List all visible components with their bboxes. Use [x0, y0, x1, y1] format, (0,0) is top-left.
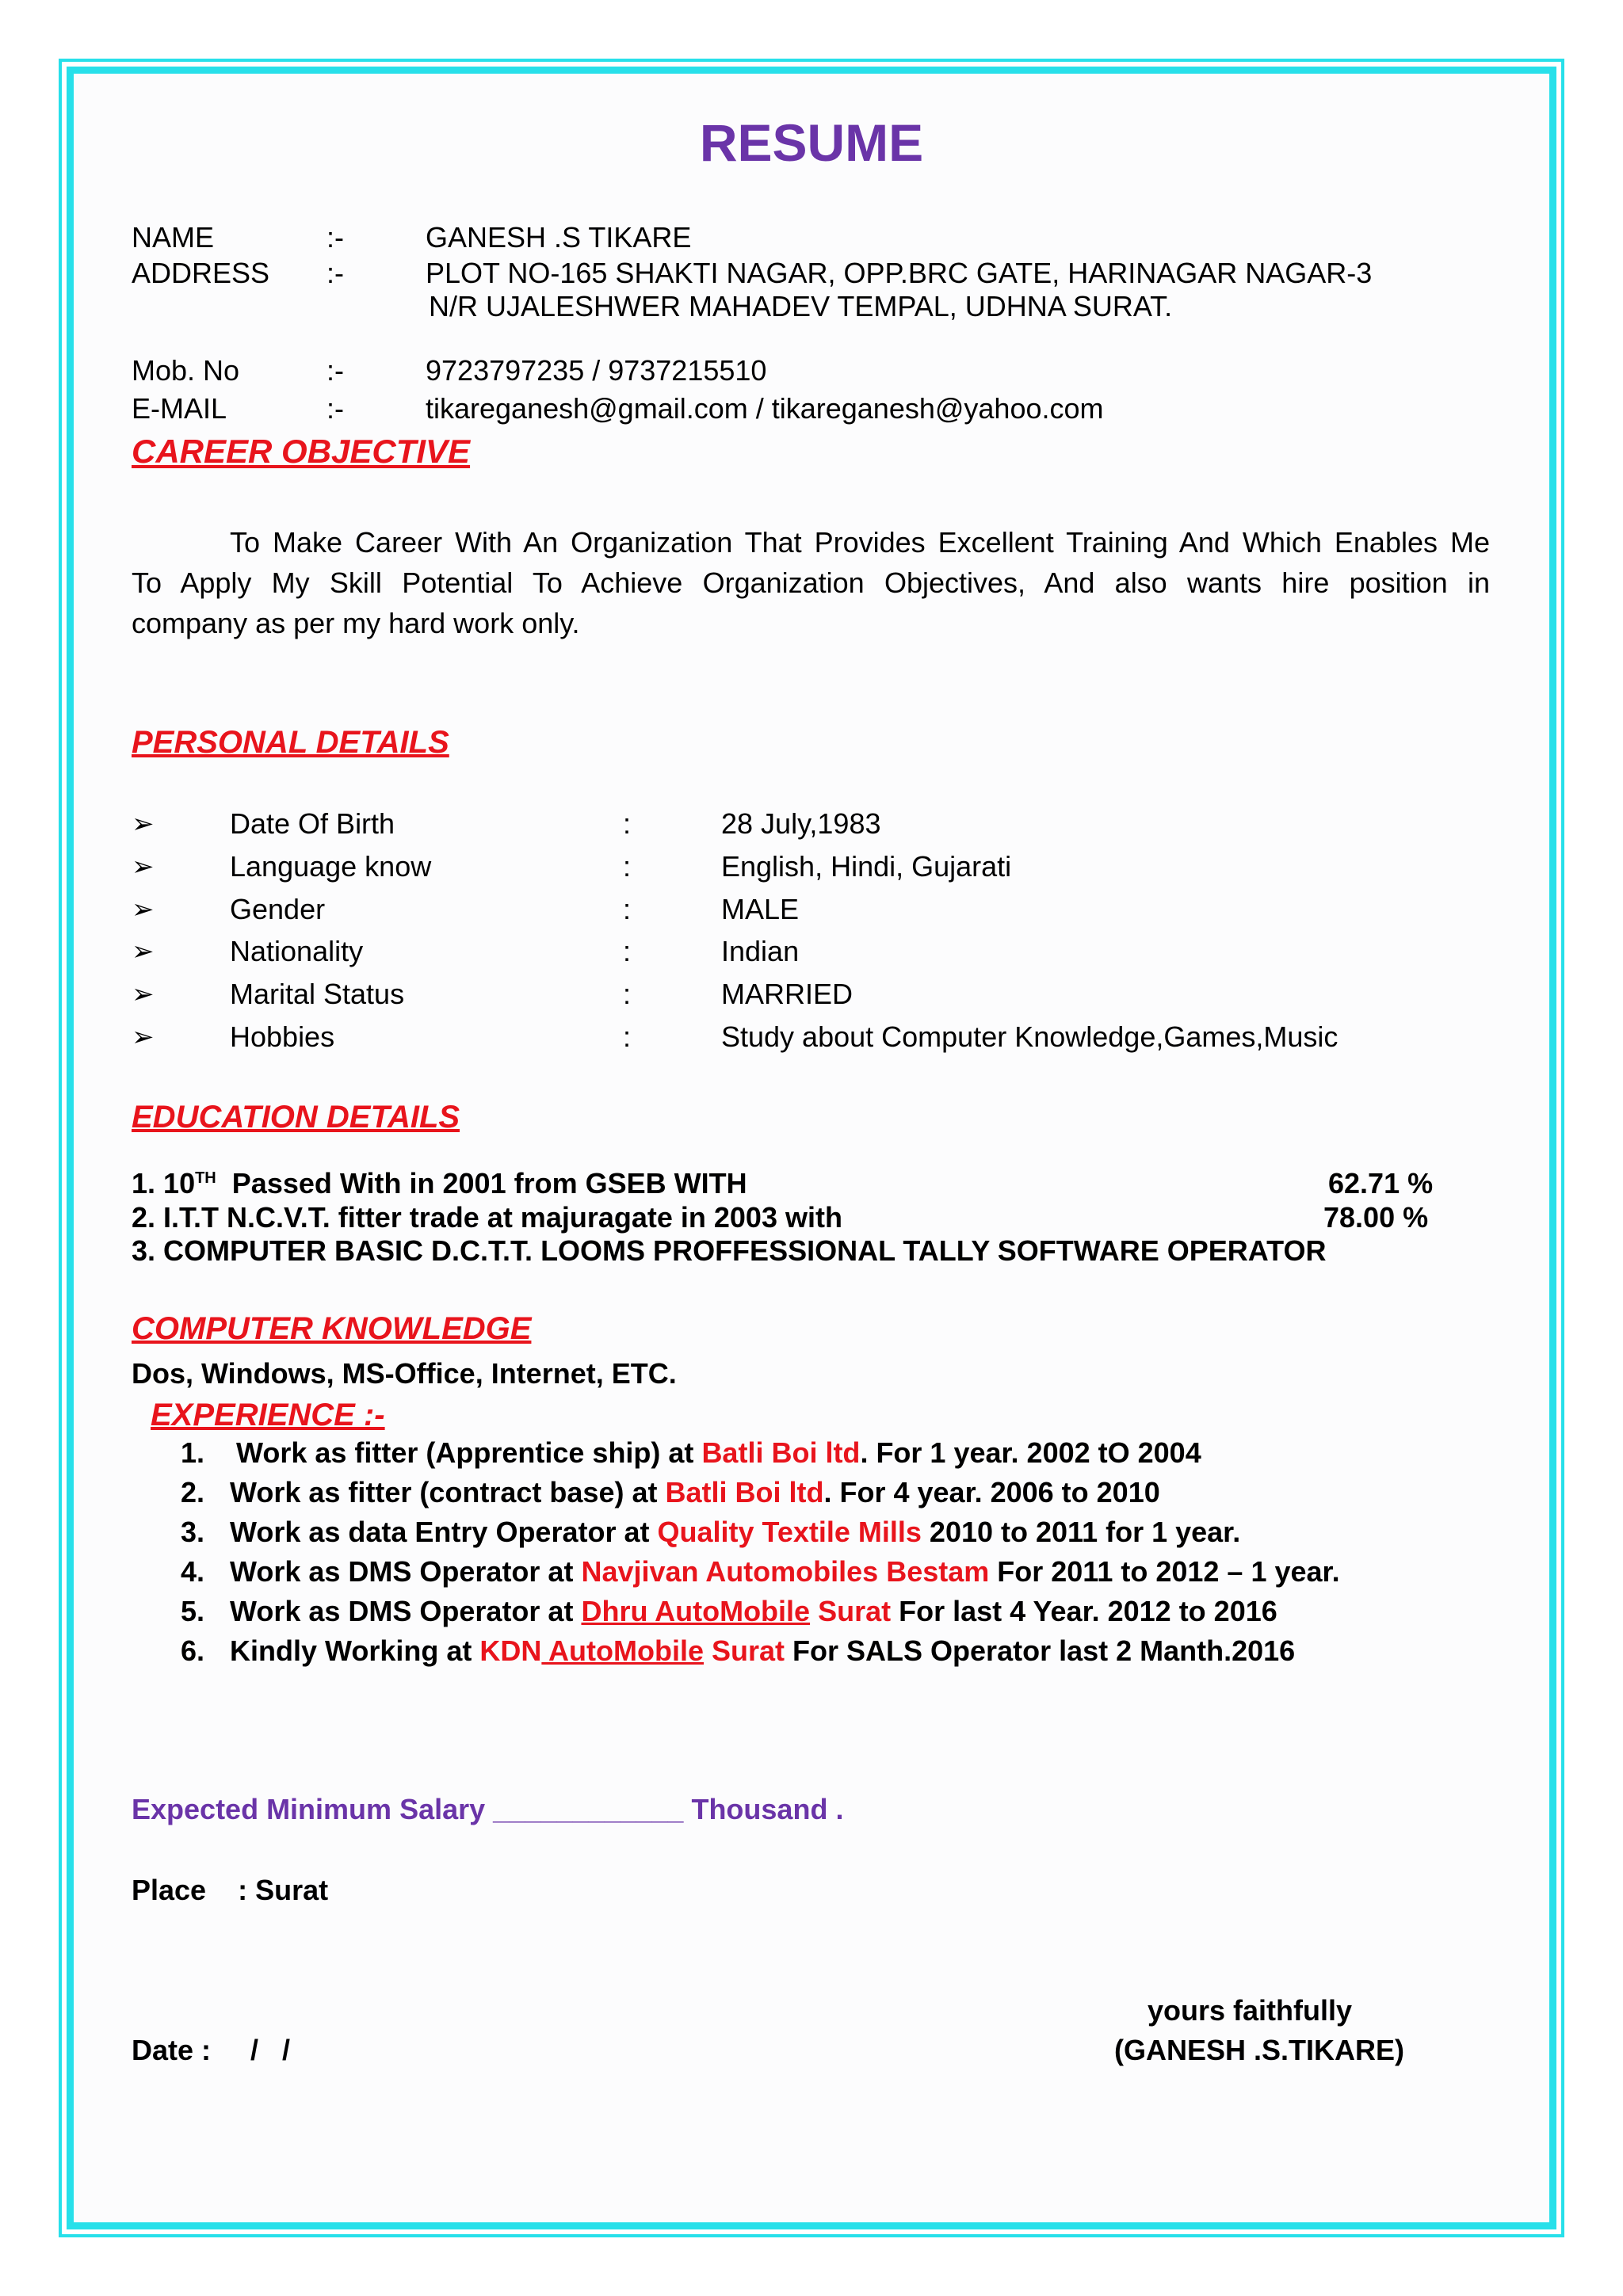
experience-item-4-period: For 2011 to 2012 – 1 year. [989, 1555, 1340, 1588]
experience-item-5-number: 5. [181, 1595, 205, 1627]
education-item-2-text: I.T.T N.C.V.T. fitter trade at majuragate in 2003 with [163, 1201, 842, 1234]
experience-item-6-company: KDN [479, 1634, 542, 1667]
expected-salary-line [132, 1792, 843, 1827]
marital-status-value: MARRIED [721, 978, 854, 1010]
career-objective-heading: CAREER OBJECTIVE [132, 433, 471, 470]
gender-value: MALE [721, 893, 800, 925]
email-value: tikareganesh@gmail.com / tikareganesh@yahoo.com [426, 392, 1104, 425]
name-value: GANESH .S TIKARE [426, 221, 692, 254]
hobbies-label: Hobbies [230, 1020, 335, 1053]
experience-item-3-text: Work as data Entry Operator at [230, 1516, 658, 1548]
experience-item-5-period: For last 4 Year. 2012 to 2016 [891, 1595, 1277, 1627]
mobile-separator: :- [327, 354, 344, 387]
bullet-arrow-icon: ➢ [132, 979, 155, 1009]
education-item-1-text: Passed With in 2001 from GSEB WITH [231, 1167, 747, 1199]
education-details-heading: EDUCATION DETAILS [132, 1100, 460, 1135]
experience-item-4-company: Navjivan Automobiles Bestam [581, 1555, 990, 1588]
education-item-1 [132, 1166, 747, 1201]
name-label: NAME [132, 221, 215, 254]
address-line-2: N/R UJALESHWER MAHADEV TEMPAL, UDHNA SURAT. [429, 290, 1173, 322]
marital-status-label: Marital Status [230, 978, 405, 1010]
career-objective-paragraph [132, 522, 1490, 643]
mobile-label: Mob. No [132, 354, 240, 387]
expected-salary-label: Expected Minimum Salary [132, 1793, 486, 1825]
experience-item-4-number: 4. [181, 1555, 205, 1588]
mobile-value: 9723797235 / 9737215510 [426, 354, 767, 387]
address-separator: :- [327, 257, 344, 289]
nationality-colon: : [623, 935, 632, 967]
email-separator: :- [327, 392, 344, 425]
experience-item-1-number: 1. [181, 1436, 205, 1469]
hobbies-colon: : [623, 1020, 632, 1053]
personal-details-heading: PERSONAL DETAILS [132, 725, 449, 760]
language-colon: : [623, 850, 632, 883]
email-label: E-MAIL [132, 392, 227, 425]
expected-salary-blank: ____________ [493, 1793, 684, 1825]
experience-item-5 [230, 1594, 1277, 1629]
experience-item-6 [230, 1634, 1295, 1669]
experience-item-6-text: Kindly Working at [230, 1634, 480, 1667]
experience-item-6-company-suffix: AutoMobile [541, 1634, 704, 1667]
education-item-2 [132, 1200, 842, 1235]
address-line-1: PLOT NO-165 SHAKTI NAGAR, OPP.BRC GATE, HARINAGAR NAGAR-3 [426, 257, 1373, 289]
nationality-label: Nationality [230, 935, 364, 967]
experience-item-3 [230, 1515, 1240, 1550]
experience-item-1-text: Work as fitter (Apprentice ship) at [236, 1436, 702, 1469]
computer-knowledge-heading: COMPUTER KNOWLEDGE [132, 1311, 532, 1346]
experience-item-2 [230, 1475, 1160, 1510]
education-item-1-number: 1. [132, 1167, 156, 1199]
experience-item-3-period: 2010 to 2011 for 1 year. [921, 1516, 1241, 1548]
resume-title: RESUME [699, 113, 924, 172]
experience-item-1-company: Batli Boi ltd [701, 1436, 861, 1469]
experience-item-1-period: . For 1 year. 2002 tO 2004 [860, 1436, 1201, 1469]
hobbies-value: Study about Computer Knowledge,Games,Music [721, 1020, 1338, 1053]
closing-text: yours faithfully [1148, 1994, 1353, 2027]
experience-item-6-period: For SALS Operator last 2 Manth.2016 [785, 1634, 1296, 1667]
career-line-2: To Apply My Skill Potential To Achieve Organization Objectives, And also wants hire position in [132, 566, 1490, 599]
dob-value: 28 July,1983 [721, 807, 881, 840]
experience-item-1 [236, 1436, 1201, 1470]
experience-item-5-company: Dhru AutoMobile [581, 1595, 811, 1627]
dob-colon: : [623, 807, 632, 840]
education-item-2-percentage: 78.00 % [1323, 1201, 1429, 1234]
gender-label: Gender [230, 893, 326, 925]
experience-item-4-text: Work as DMS Operator at [230, 1555, 582, 1588]
education-item-2-number: 2. [132, 1201, 156, 1234]
bullet-arrow-icon: ➢ [132, 894, 155, 925]
education-item-3-number: 3. [132, 1234, 156, 1267]
experience-item-6-city: Surat [704, 1634, 785, 1667]
language-value: English, Hindi, Gujarati [721, 850, 1012, 883]
language-label: Language know [230, 850, 432, 883]
marital-status-colon: : [623, 978, 632, 1010]
education-item-1-percentage: 62.71 % [1328, 1167, 1434, 1199]
education-item-3-text: COMPUTER BASIC D.C.T.T. LOOMS PROFFESSIONAL TALLY SOFTWARE OPERATOR [163, 1234, 1327, 1267]
bullet-arrow-icon: ➢ [132, 1022, 155, 1052]
address-label: ADDRESS [132, 257, 270, 289]
experience-item-2-period: . For 4 year. 2006 to 2010 [823, 1476, 1160, 1508]
date-line: Date : / / [132, 2034, 291, 2066]
experience-item-5-text: Work as DMS Operator at [230, 1595, 582, 1627]
career-line-1: To Make Career With An Organization That Provides Excellent Training And Which Enables Me [230, 526, 1490, 559]
experience-item-2-text: Work as fitter (contract base) at [230, 1476, 666, 1508]
expected-salary-unit: Thousand . [691, 1793, 844, 1825]
experience-item-4 [230, 1554, 1340, 1589]
bullet-arrow-icon: ➢ [132, 936, 155, 967]
experience-item-6-number: 6. [181, 1634, 205, 1667]
signature-name: (GANESH .S.TIKARE) [1114, 2034, 1405, 2066]
experience-item-5-city: Surat [810, 1595, 892, 1627]
education-item-3 [132, 1234, 1326, 1268]
experience-item-2-company: Batli Boi ltd [665, 1476, 824, 1508]
nationality-value: Indian [721, 935, 800, 967]
experience-heading: EXPERIENCE :- [151, 1398, 385, 1432]
bullet-arrow-icon: ➢ [132, 852, 155, 882]
experience-item-3-number: 3. [181, 1516, 205, 1548]
place-line: Place : Surat [132, 1874, 329, 1906]
experience-item-3-company: Quality Textile Mills [657, 1516, 922, 1548]
education-item-1-grade: 10 [163, 1167, 196, 1199]
education-item-1-superscript: TH [195, 1169, 216, 1187]
career-line-3: company as per my hard work only. [132, 607, 580, 639]
name-separator: :- [327, 221, 344, 254]
gender-colon: : [623, 893, 632, 925]
dob-label: Date Of Birth [230, 807, 395, 840]
computer-knowledge-text: Dos, Windows, MS-Office, Internet, ETC. [132, 1357, 677, 1390]
experience-item-2-number: 2. [181, 1476, 205, 1508]
bullet-arrow-icon: ➢ [132, 809, 155, 839]
